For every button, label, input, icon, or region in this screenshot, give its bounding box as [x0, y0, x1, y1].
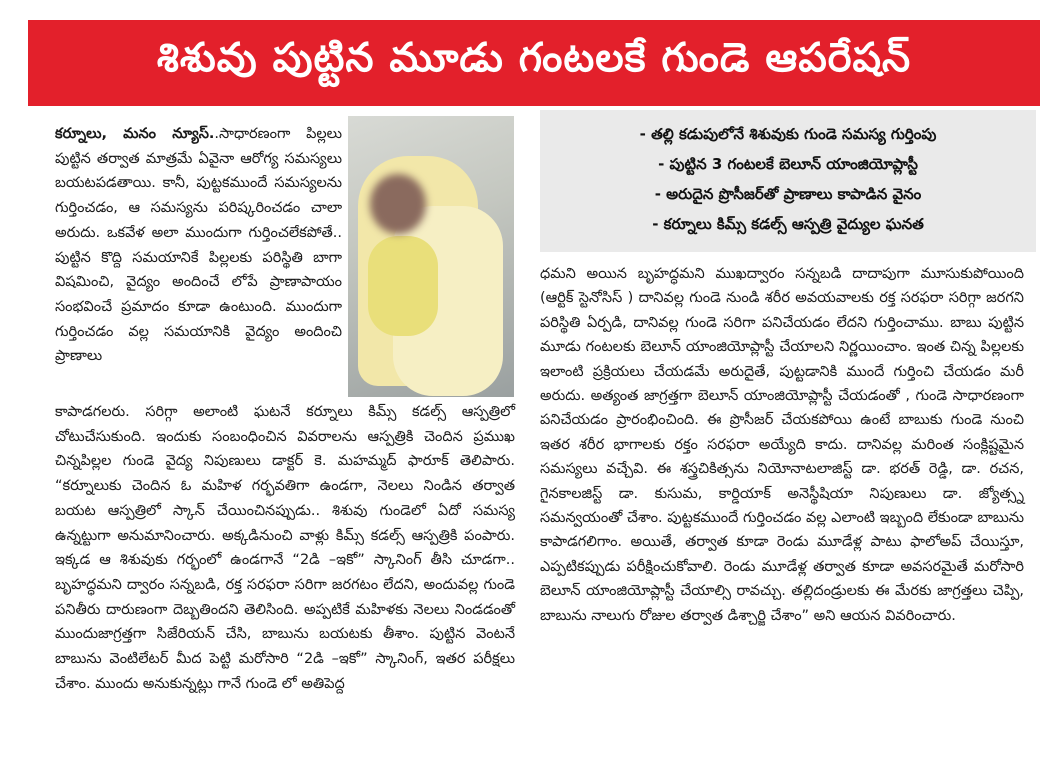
highlight-item: - పుట్టిన 3 గంటలకే బెలూన్ యాంజియోప్లాస్టీ [658, 155, 918, 173]
headline: శిశువు పుట్టిన మూడు గంటలకే గుండె ఆపరేషన్ [28, 20, 1040, 106]
baby-photo [348, 116, 514, 397]
highlight-item: - తల్లి కడుపులోనే శిశువుకు గుండె సమస్య గుర్తింపు [639, 125, 937, 143]
highlight-item: - కర్నూలు కిమ్స్ కడల్స్ ఆస్పత్రి వైద్యుల ఘనత [652, 215, 924, 233]
dateline: కర్నూలు, మనం న్యూస్. [55, 126, 215, 142]
highlights-box [540, 110, 1036, 252]
article-body-right: ధమని అయిన బృహద్ధమని ముఖద్వారం సన్నబడి దాదాపుగా మూసుకుపోయింది (ఆర్టిక్ స్టెనోసిస్ ) దానివల్ల గుండె నుండి శరీర అవయవాలకు రక్త సరఫరా సరిగ్గా జరగని పరిస్థితి ఏర్పడి, దానివల్ల గుండె సరిగా పనిచేయడం లేదని గుర్తించాము. బాబు పుట్టిన మూడు గంటలకు బెలూన్ యాంజియోప్లాస్టీ చేయాలని నిర్ణయించాం. ఇంత చిన్న పిల్లలకు ఇలాంటి ప్రక్రియలు చేయడమే అరుదైతే, పుట్టడానికి ముందే గుర్తించి చేయడం మరీ అరుదు. అత్యంత జాగ్రత్తగా బెలూన్ యాంజియోప్లాస్టీ చేయడంతో , గుండె సాధారణంగా పనిచేయడం ప్రారంభించింది. ఈ ప్రొసీజర్ చేయకపోయి ఉంటే బాబుకు గుండె నుంచి ఇతర శరీర భాగాలకు రక్తం సరఫరా అయ్యేది కాదు. దానివల్ల మరింత సంక్లిష్టమైన సమస్యలు వచ్చేవి. ఈ శస్త్రచికిత్సను నియోనాటలాజిస్ట్ డా. భరత్ రెడ్డి, డా. రచన, గైనకాలజిస్ట్ డా. కుసుమ, కార్డియాక్ అనెస్థీషియా నిపుణులు డా. జ్యోత్స్న సమన్వయంతో చేశాం. పుట్టకముందే గుర్తించడం వల్ల ఎలాంటి ఇబ్బంది లేకుండా బాబును కాపాడగలిగాం. అయితే, తర్వాత కూడా రెండు మూడేళ్ల పాటు ఫాలోఅప్ చేయిస్తూ, ఎప్పటికప్పుడు పరీక్షించుకోవాలి. రెండు మూడేళ్ల తర్వాత కూడా అవసరమైతే మరోసారి బెలూన్ యాంజియోప్లాస్టీ చేయాల్సి రావచ్చు. తల్లిదండ్రులకు ఈ మేరకు జాగ్రత్తలు చెప్పి, బాబును నాలుగు రోజుల తర్వాత డిశ్చార్జి చేశాం” అని ఆయన వివరించారు. [540, 266, 1024, 624]
article-body-left: కాపాడగలరు. సరిగ్గా అలాంటి ఘటనే కర్నూలు కిమ్స్ కడల్స్ ఆస్పత్రిలో చోటుచేసుకుంది. ఇందుకు సంబంధించిన వివరాలను ఆస్పత్రికి చెందిన ప్రముఖ చిన్నపిల్లల గుండె వైద్య నిపుణులు డాక్టర్ కె. మహమ్మద్ ఫారూక్ తెలిపారు. “కర్నూలుకు చెందిన ఓ మహిళ గర్భవతిగా ఉండగా, నెలలు నిండిన తర్వాత బయట ఆస్పత్రిలో స్కాన్ చేయించినప్పుడు.. శిశువు గుండెలో ఏదో సమస్య ఉన్నట్టుగా అనుమానించారు. అక్కడినుంచి వాళ్లు కిమ్స్ కడల్స్ ఆస్పత్రికి పంపారు. ఇక్కడ ఆ శిశువుకు గర్భంలో ఉండగానే “2డి –ఇకో” స్కానింగ్ తీసి చూడగా.. బృహద్ధమని ద్వారం సన్నబడి, రక్త సరఫరా సరిగా జరగటం లేదని, అందువల్ల గుండె పనితీరు దారుణంగా దెబ్బతిందని తెలిసింది. అప్పటికే మహిళకు నెలలు నిండడంతో ముందుజాగ్రత్తగా సిజేరియన్ చేసి, బాబును బయటకు తీశాం. పుట్టిన వెంటనే బాబును వెంటిలేటర్ మీద పెట్టి మరోసారి “2డి –ఇకో” స్కానింగ్, ఇతర పరీక్షలు చేశాం. ముందు అనుకున్నట్లు గానే గుండె లో అతిపెద్ద [55, 404, 515, 692]
article-lead [55, 122, 342, 369]
photo-baby-body [368, 236, 438, 336]
photo-baby-face-blurred [370, 174, 426, 234]
lead-text: .సాధారణంగా పిల్లలు పుట్టిన తర్వాత మాత్రమే ఏవైనా ఆరోగ్య సమస్యలు బయటపడతాయి. కానీ, పుట్టకముందే సమస్యలను గుర్తించడం, ఆ సమస్యను పరిష్కరించడం చాలా అరుదు. ఒకవేళ అలా ముందుగా గుర్తించలేకపోతే.. పుట్టిన కొద్ది సమయానికే పిల్లలకు పరిస్థితి బాగా విషమించి, వైద్యం అందించే లోపే ప్రాణాపాయం సంభవించే ప్రమాదం కూడా ఉంటుంది. ముందుగా గుర్తించడం వల్ల సమయానికి వైద్యం అందించి ప్రాణాలు [55, 126, 342, 365]
highlight-item: - అరుదైన ప్రొసీజర్‌తో ప్రాణాలు కాపాడిన వైనం [654, 185, 922, 203]
